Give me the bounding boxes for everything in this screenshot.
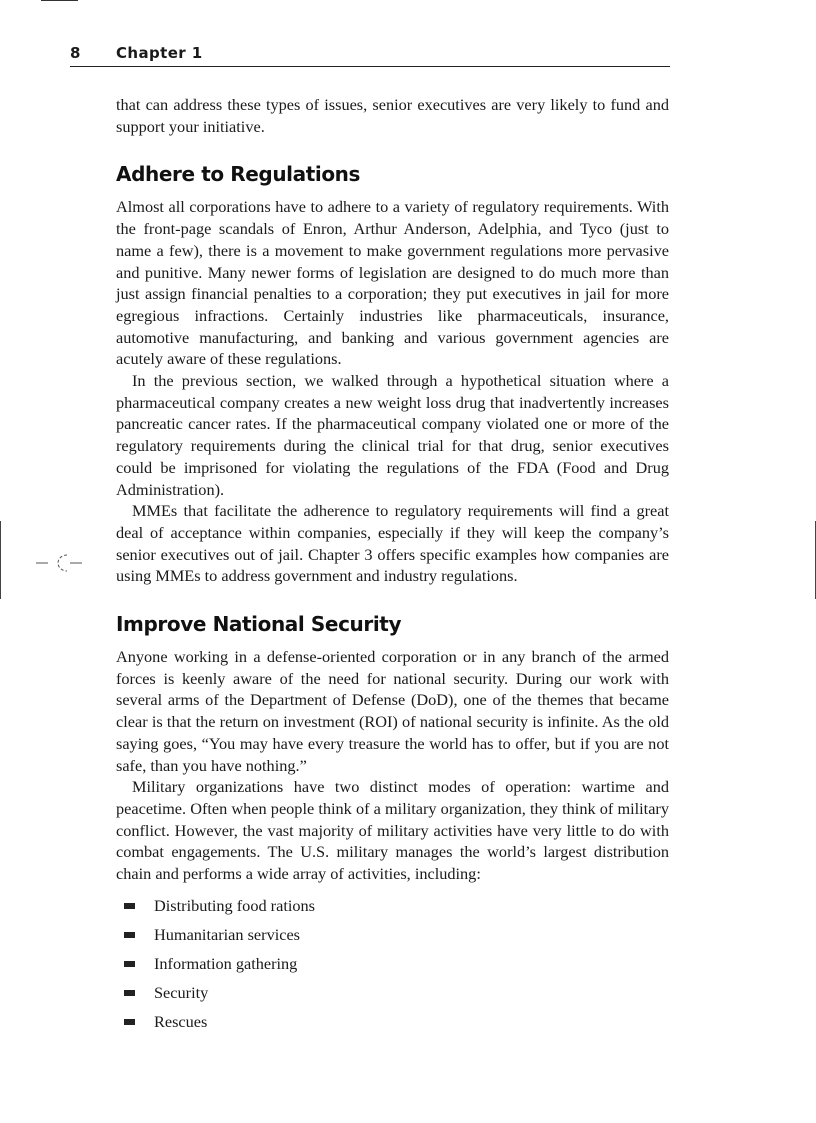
list-item <box>116 895 669 917</box>
square-bullet-icon <box>124 932 135 938</box>
intro-paragraph: that can address these types of issues, senior executives are very likely to fund and support your initiative. <box>116 95 669 136</box>
list-item-text: Rescues <box>154 1011 208 1031</box>
paragraph: Military organizations have two distinct modes of operation: wartime and peacetime. Often when people think of a military organization, they think of military conflict. However, the vast majority of military activities have very little to do with combat engagements. The U.S. military manages the world’s largest distribution chain and performs a wide array of activities, including: <box>116 777 669 884</box>
list-item <box>116 1011 669 1033</box>
square-bullet-icon <box>124 1019 135 1025</box>
list-item <box>116 982 669 1004</box>
square-bullet-icon <box>124 903 135 909</box>
page-body <box>116 94 669 1040</box>
section-heading-security: Improve National Security <box>116 612 402 637</box>
crop-mark-top <box>41 0 78 1</box>
list-item <box>116 953 669 975</box>
registration-mark-icon <box>36 550 82 576</box>
list-item-text: Security <box>154 982 209 1002</box>
list-item-text: Humanitarian services <box>154 924 301 944</box>
square-bullet-icon <box>124 990 135 996</box>
paragraph: Anyone working in a defense-oriented corporation or in any branch of the armed forces is keenly aware of the need for national security. During our work with several arms of the Department of Defense (DoD), one of the themes that became clear is that the return on investment (ROI) of national security is infinite. As the old saying goes, “You may have every treasure the world has to offer, but if you are not safe, than you have nothing.” <box>116 647 669 775</box>
square-bullet-icon <box>124 961 135 967</box>
list-item-text: Information gathering <box>154 953 298 973</box>
page-number: 8 <box>70 44 81 62</box>
margin-mark-left <box>0 521 1 599</box>
section-heading-regulations: Adhere to Regulations <box>116 162 361 187</box>
running-header <box>70 44 670 67</box>
chapter-label: Chapter 1 <box>116 44 203 62</box>
list-item-text: Distributing food rations <box>154 895 315 915</box>
paragraph: In the previous section, we walked through a hypothetical situation where a pharmaceutical company creates a new weight loss drug that inadvertently increases pancreatic cancer rates. If the pharmaceutical company violated one or more of the regulatory requirements during the clinical trial for that drug, senior executives could be imprisoned for violating the regulations of the FDA (Food and Drug Administration). <box>116 371 669 499</box>
paragraph: Almost all corporations have to adhere to a variety of regulatory requirements. With the front-page scandals of Enron, Arthur Anderson, Adelphia, and Tyco (just to name a few), there is a movement to make government regulations more pervasive and punitive. Many newer forms of legislation are designed to do much more than just assign financial penalties to a corporation; they put executives in jail for more egregious infractions. Certainly industries like pharmaceuticals, insurance, automotive manufacturing, and banking and various government agencies are acutely aware of these regulations. <box>116 197 669 369</box>
activities-list <box>116 895 669 1033</box>
paragraph: MMEs that facilitate the adherence to regulatory requirements will find a great deal of acceptance within companies, especially if they will keep the company’s senior executives out of jail. Chapter 3 offers specific examples how companies are using MMEs to address government and industry regulations. <box>116 501 669 586</box>
list-item <box>116 924 669 946</box>
